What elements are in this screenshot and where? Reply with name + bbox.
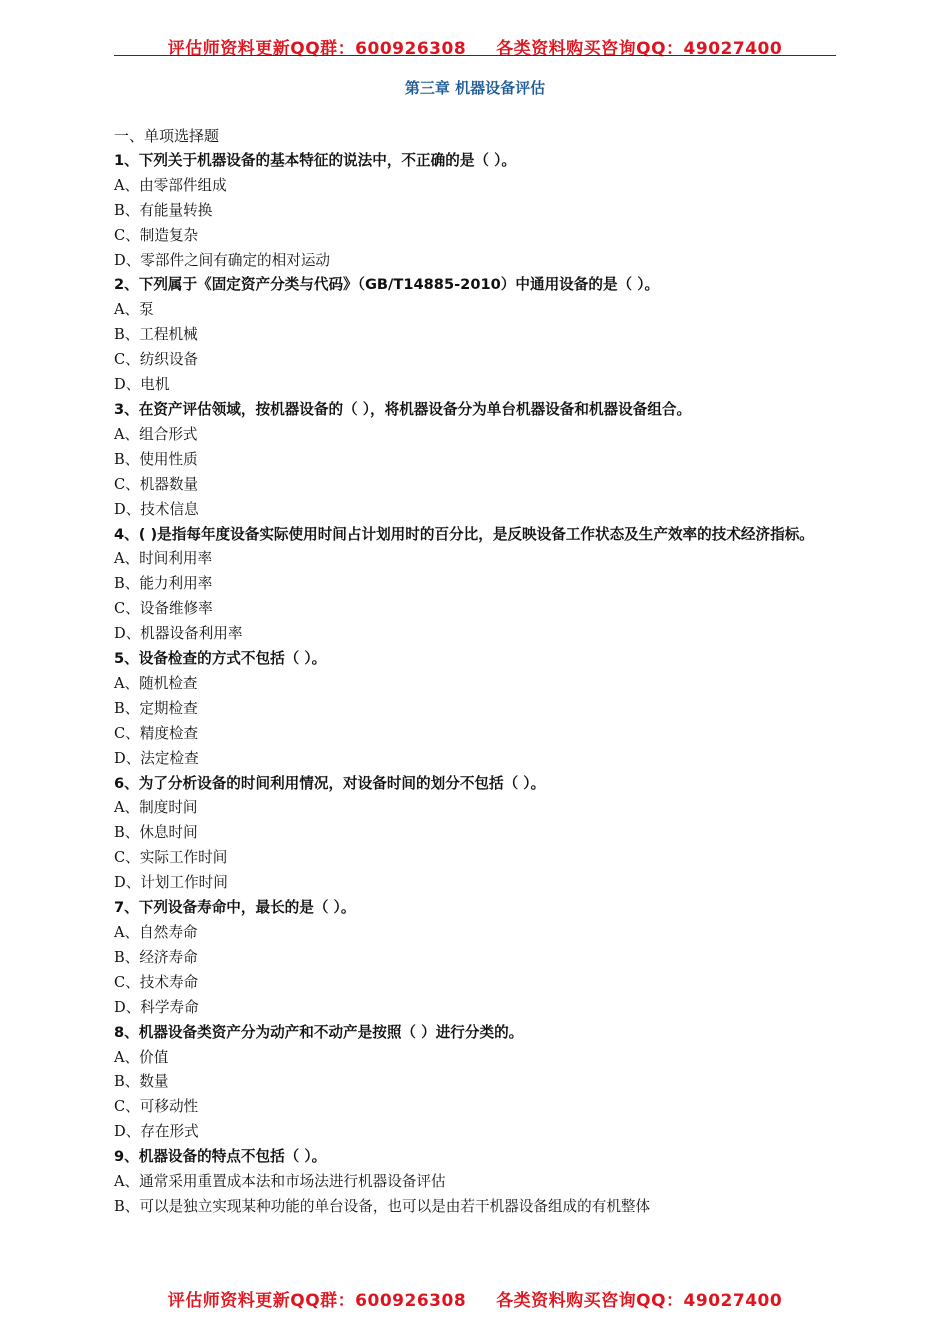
question-9-option-b: B、可以是独立实现某种功能的单台设备，也可以是由若干机器设备组成的有机整体 [114,1197,651,1215]
question-4-option-a: A、时间利用率 [114,550,213,568]
header-qq-group: 评估师资料更新QQ群：600926308 [167,39,467,59]
question-1-option-a: A、由零部件组成 [114,176,227,194]
question-6-option-d: D、计划工作时间 [114,874,228,892]
question-1-option-b: B、有能量转换 [114,201,213,219]
chapter-title: 第三章 机器设备评估 [404,79,546,97]
question-5-option-c: C、精度检查 [114,724,199,742]
question-3: 3、在资产评估领域，按机器设备的（ ），将机器设备分为单台机器设备和机器设备组合。 [114,400,692,418]
document-body [114,124,836,1220]
footer-qq-group: 评估师资料更新QQ群：600926308 [167,1291,467,1311]
question-2-option-d: D、电机 [114,376,170,394]
question-8-option-c: C、可移动性 [114,1098,199,1116]
question-7-option-a: A、自然寿命 [114,924,198,941]
header-rule [114,55,836,56]
question-6-option-b: B、休息时间 [114,824,198,842]
question-1-option-c: C、制造复杂 [114,226,199,244]
question-3-option-b: B、使用性质 [114,450,198,468]
question-7-option-b: B、经济寿命 [114,948,198,966]
question-6: 6、为了分析设备的时间利用情况，对设备时间的划分不包括（ ）。 [114,774,546,792]
question-4-option-d: D、机器设备利用率 [114,625,243,643]
question-7: 7、下列设备寿命中，最长的是（ ）。 [114,899,356,917]
question-6-option-a: A、制度时间 [114,799,198,817]
question-6-option-c: C、实际工作时间 [114,849,228,867]
question-3-option-c: C、机器数量 [114,475,199,493]
footer-banner [0,1286,950,1311]
question-4-option-b: B、能力利用率 [114,575,213,593]
question-7-option-d: D、科学寿命 [114,998,199,1016]
question-4-option-c: C、设备维修率 [114,600,213,618]
question-8: 8、机器设备类资产分为动产和不动产是按照（ ）进行分类的。 [114,1023,524,1041]
question-8-option-d: D、存在形式 [114,1123,199,1141]
footer-purchase-qq: 各类资料购买咨询QQ：49027400 [496,1291,783,1311]
question-8-option-a: A、价值 [114,1048,169,1066]
question-3-option-a: A、组合形式 [114,425,198,443]
question-8-option-b: B、数量 [114,1073,169,1091]
question-5-option-b: B、定期检查 [114,699,198,717]
question-2: 2、下列属于《固定资产分类与代码》（GB/T14885-2010）中通用设备的是（ ）。 [114,276,660,294]
question-2-option-c: C、纺织设备 [114,351,199,369]
question-5-option-a: A、随机检查 [114,674,198,692]
question-2-option-b: B、工程机械 [114,326,198,344]
question-5: 5、设备检查的方式不包括（ ）。 [114,650,327,668]
question-1: 1、下列关于机器设备的基本特征的说法中，不正确的是（ ）。 [114,151,516,169]
question-2-option-a: A、泵 [114,301,154,319]
question-5-option-d: D、法定检查 [114,749,199,767]
question-9-option-a: A、通常采用重置成本法和市场法进行机器设备评估 [114,1173,446,1191]
question-1-option-d: D、零部件之间有确定的相对运动 [114,251,331,269]
question-list [114,149,836,1220]
question-9: 9、机器设备的特点不包括（ ）。 [114,1148,327,1166]
header-purchase-qq: 各类资料购买咨询QQ：49027400 [496,39,783,59]
question-7-option-c: C、技术寿命 [114,973,199,991]
section-heading: 一、单项选择题 [114,127,220,145]
question-4: 4、( )是指每年度设备实际使用时间占计划用时的百分比，是反映设备工作状态及生产效率的技术经济指标。 [114,525,814,543]
question-3-option-d: D、技术信息 [114,500,199,518]
